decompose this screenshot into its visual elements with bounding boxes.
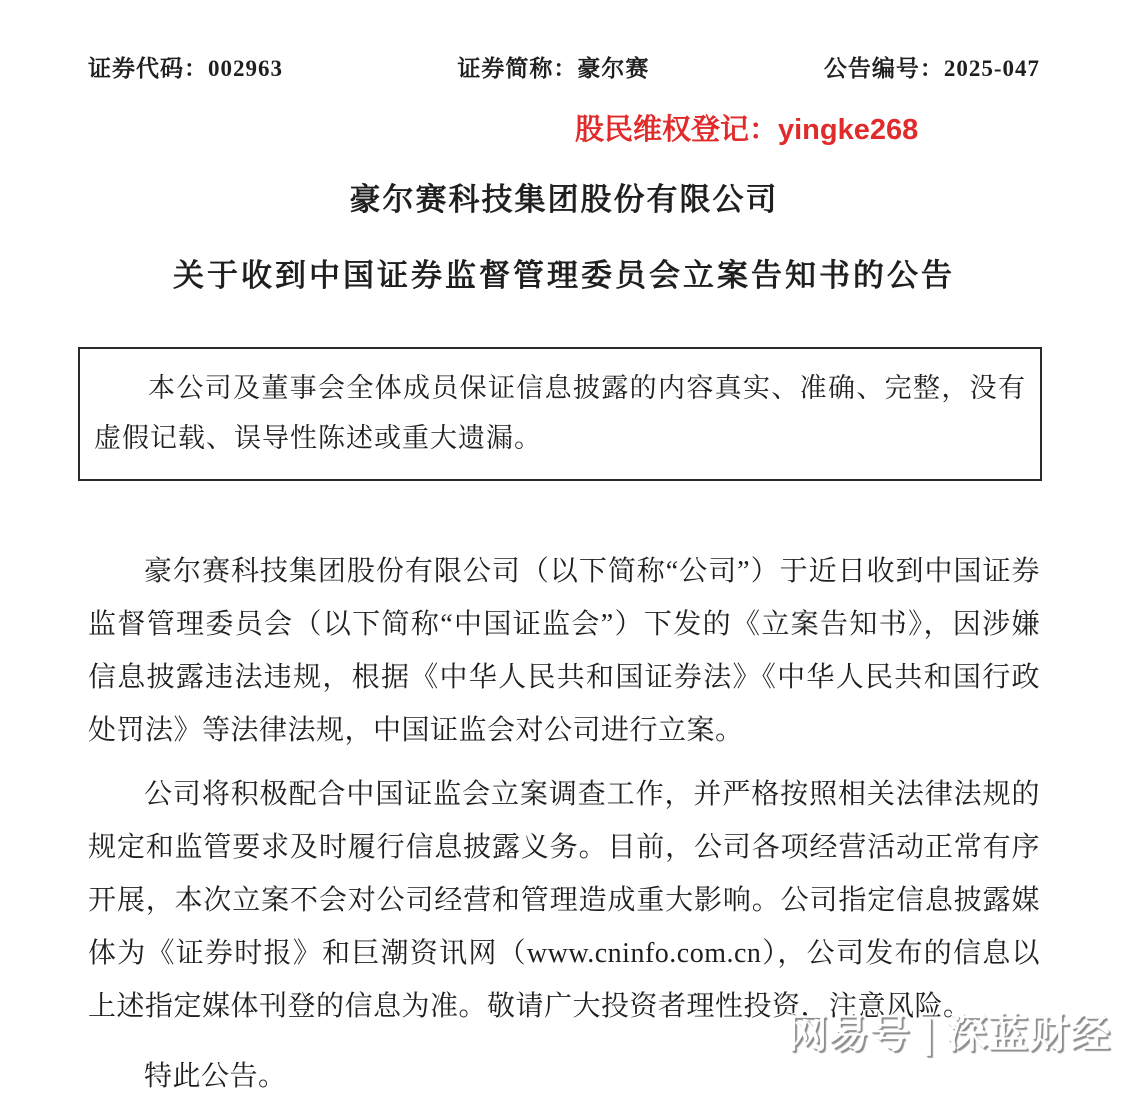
disclaimer-box	[78, 347, 1042, 481]
meta-row	[88, 50, 1040, 83]
announcement-number: 公告编号：2025-047	[823, 56, 1040, 81]
stock-short-name: 证券简称：豪尔赛	[457, 56, 650, 81]
company-title: 豪尔赛科技集团股份有限公司	[349, 182, 779, 217]
announcement-title: 关于收到中国证券监督管理委员会立案告知书的公告	[173, 258, 955, 293]
investor-rights-notice: 股民维权登记：yingke268	[575, 114, 919, 146]
disclaimer-text: 本公司及董事会全体成员保证信息披露的内容真实、准确、完整，没有虚假记载、误导性陈述或重大遗漏。	[94, 373, 1026, 453]
netease-deep-blue-finance-watermark: 网易号 | 深蓝财经	[787, 1012, 1111, 1056]
body-paragraph-1: 豪尔赛科技集团股份有限公司（以下简称“公司”）于近日收到中国证券监督管理委员会（以下简称“中国证监会”）下发的《立案告知书》，因涉嫌信息披露违法违规，根据《中华人民共和国证券法》《中华人民共和国行政处罚法》等法律法规，中国证监会对公司进行立案。	[88, 556, 1040, 746]
closing-line: 特此公告。	[144, 1061, 287, 1092]
body-paragraph-2: 公司将积极配合中国证监会立案调查工作，并严格按照相关法律法规的规定和监管要求及时履行信息披露义务。目前，公司各项经营活动正常有序开展，本次立案不会对公司经营和管理造成重大影响。公司指定信息披露媒体为《证券时报》和巨潮资讯网（www.cninfo.com.cn），公司发布的信息以上述指定媒体刊登的信息为准。敬请广大投资者理性投资，注意风险。	[88, 779, 1040, 1022]
stock-code: 证券代码：002963	[88, 56, 283, 81]
